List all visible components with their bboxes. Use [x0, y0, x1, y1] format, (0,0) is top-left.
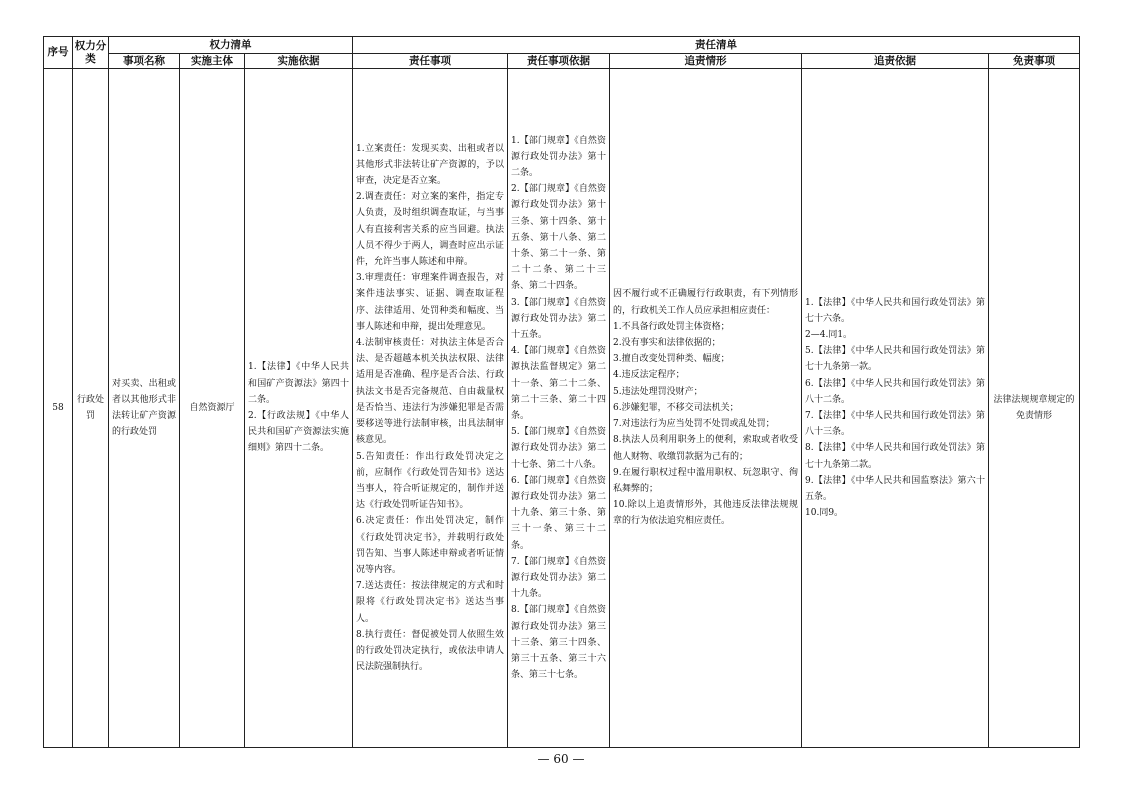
list-item: 5.【部门规章】《自然资源行政处罚办法》第二十七条、第二十八条。 — [511, 427, 607, 470]
cell-acc-basis — [802, 69, 989, 748]
list-item: 4.法制审核责任：对执法主体是否合法、是否超越本机关执法权限、法律适用是否准确、程序是否合法、行政执法文书是否完备规范、自由裁量权是否恰当、违法行为涉嫌犯罪是否需要移送等进行法制审核，出具法制审核意见。 — [356, 338, 505, 446]
list-item: 4.违反法定程序； — [613, 370, 685, 381]
list-item: 3.【部门规章】《自然资源行政处罚办法》第二十五条。 — [511, 297, 607, 340]
list-item: 1.【部门规章】《自然资源行政处罚办法》第十二条。 — [511, 135, 607, 178]
list-item: 2.调查责任：对立案的案件，指定专人负责，及时组织调查取证，与当事人有直接利害关系的应当回避。执法人员不得少于两人，调查时应出示证件，允许当事人陈述和申辩。 — [356, 192, 505, 268]
list-item: 7.【法律】《中华人民共和国行政处罚法》第八十三条。 — [805, 411, 986, 438]
header-item-name: 事项名称 — [109, 54, 180, 69]
cell-resp-items — [353, 69, 508, 748]
list-item: 7.对违法行为应当处罚不处罚或乱处罚； — [613, 419, 775, 430]
list-item: 5.违法处理罚没财产； — [613, 386, 703, 397]
exemption-text: 法律法规规章规定的免责情形 — [993, 394, 1075, 421]
list-item: 8.执行责任：督促被处罚人依照生效的行政处罚决定执行，或依法申请人民法院强制执行。 — [356, 629, 505, 673]
table-row — [44, 69, 1080, 748]
list-item: 8.执法人员利用职务上的便利，索取或者收受他人财物、收缴罚款据为己有的； — [613, 435, 799, 462]
resp-items-list — [353, 141, 507, 676]
cell-exemption — [989, 69, 1080, 748]
list-item: 3.审理责任：审理案件调查报告，对案件违法事实、证据、调查取证程序、法律适用、处罚种类和幅度、当事人陈述和申辩，提出处理意见。 — [356, 273, 505, 332]
list-item: 2—4.同1。 — [805, 329, 853, 340]
list-item: 2.【部门规章】《自然资源行政处罚办法》第十三条、第十四条、第十五条、第十八条、第二十条、第二十一条、第二十二条、第二十三条、第二十四条。 — [511, 184, 607, 292]
header-basis: 实施依据 — [245, 54, 353, 69]
item-name-text: 对买卖、出租或者以其他形式非法转让矿产资源的行政处罚 — [112, 378, 176, 438]
header-power-list: 权力清单 — [109, 37, 353, 54]
header-exemption: 免责事项 — [989, 54, 1080, 69]
cell-basis — [245, 69, 353, 748]
accountability-list — [610, 286, 801, 529]
cell-accountability — [610, 69, 802, 748]
list-item: 因不履行或不正确履行行政职责，有下列情形的，行政机关工作人员应承担相应责任： — [613, 289, 799, 316]
cell-item-name — [109, 69, 180, 748]
list-item: 10.同9。 — [805, 508, 844, 519]
page-number: — 60 — — [537, 752, 585, 766]
category-text: 行政处罚 — [76, 394, 104, 421]
list-item: 5.告知责任：作出行政处罚决定之前，应制作《行政处罚告知书》送达当事人，符合听证规定的，制作并送达《行政处罚听证告知书》。 — [356, 451, 505, 511]
header-accountability: 追责情形 — [610, 54, 802, 69]
list-item: 3.擅自改变处罚种类、幅度； — [613, 354, 730, 365]
list-item: 6.【部门规章】《自然资源行政处罚办法》第二十九条、第三十条、第三十一条、第三十二条。 — [511, 475, 607, 551]
list-item: 2.没有事实和法律依据的； — [613, 338, 721, 349]
header-responsibility-list: 责任清单 — [353, 37, 1080, 54]
cell-subject: 自然资源厅 — [180, 69, 245, 748]
list-item: 6.【法律】《中华人民共和国行政处罚法》第八十二条。 — [805, 378, 986, 405]
header-resp-items: 责任事项 — [353, 54, 508, 69]
list-item: 9.【法律】《中华人民共和国监察法》第六十五条。 — [805, 475, 986, 503]
list-item: 10.除以上追责情形外，其他违反法律法规规章的行为依法追究相应责任。 — [613, 500, 799, 527]
list-item: 9.在履行职权过程中滥用职权、玩忽职守、徇私舞弊的； — [613, 467, 799, 494]
list-item: 2.【行政法规】《中华人民共和国矿产资源法实施细则》第四十二条。 — [248, 411, 350, 454]
list-item: 7.【部门规章】《自然资源行政处罚办法》第二十九条。 — [511, 556, 607, 600]
list-item: 8.【部门规章】《自然资源行政处罚办法》第三十三条、第三十四条、第三十五条、第三十六条、第三十七条。 — [511, 605, 607, 681]
list-item: 6.涉嫌犯罪，不移交司法机关； — [613, 402, 739, 413]
cell-resp-basis — [508, 69, 610, 748]
cell-seq: 58 — [44, 69, 73, 748]
list-item: 1.不具备行政处罚主体资格； — [613, 321, 730, 332]
responsibility-table — [43, 36, 1080, 748]
cell-category — [73, 69, 109, 748]
resp-basis-list — [508, 133, 609, 684]
header-seq: 序号 — [44, 37, 73, 69]
list-item: 1.【法律】《中华人民共和国行政处罚法》第七十六条。 — [805, 297, 986, 324]
list-item: 8.【法律】《中华人民共和国行政处罚法》第七十九条第二款。 — [805, 443, 986, 470]
header-category: 权力分类 — [73, 37, 109, 69]
header-subject: 实施主体 — [180, 54, 245, 69]
acc-basis-list — [802, 295, 988, 522]
header-acc-basis: 追责依据 — [802, 54, 989, 69]
list-item: 5.【法律】《中华人民共和国行政处罚法》第七十九条第一款。 — [805, 346, 986, 373]
list-item: 6.决定责任：作出处罚决定，制作《行政处罚决定书》，并载明行政处罚告知、当事人陈述申辩或者听证情况等内容。 — [356, 516, 505, 575]
list-item: 7.送达责任：按法律规定的方式和时限将《行政处罚决定书》送达当事人。 — [356, 581, 505, 624]
list-item: 1.立案责任：发现买卖、出租或者以其他形式非法转让矿产资源的，予以审查，决定是否立案。 — [356, 143, 505, 187]
list-item: 1.【法律】《中华人民共和国矿产资源法》第四十二条。 — [248, 362, 350, 405]
header-resp-basis: 责任事项依据 — [508, 54, 610, 69]
basis-list — [245, 359, 352, 456]
list-item: 4.【部门规章】《自然资源执法监督规定》第二十一条、第二十二条、第二十三条、第二十四条。 — [511, 346, 607, 421]
